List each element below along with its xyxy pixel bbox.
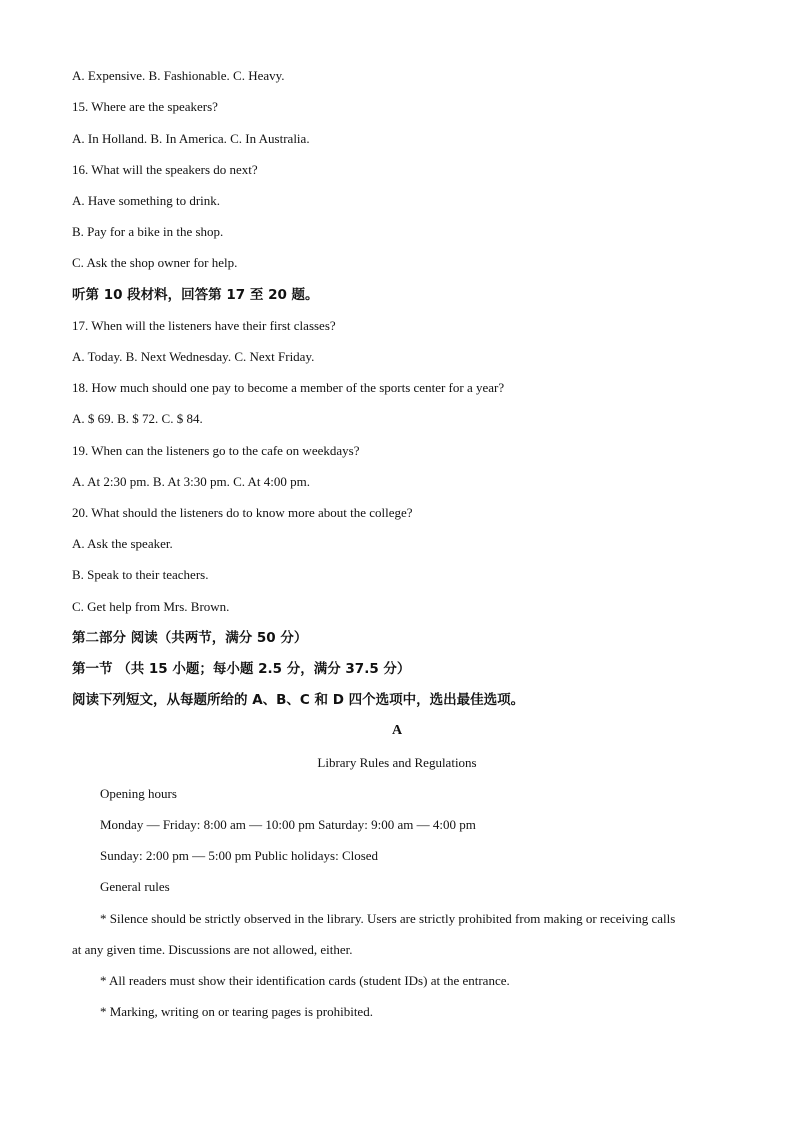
q20-option-b: B. Speak to their teachers. — [72, 567, 209, 582]
weekday-hours: Monday — Friday: 8:00 am — 10:00 pm Saturday: 9:00 am — 4:00 pm — [100, 817, 476, 832]
q18-question: 18. How much should one pay to become a member of the sports center for a year? — [72, 380, 505, 395]
q17-question: 17. When will the listeners have their first classes? — [72, 318, 336, 333]
passage-title: Library Rules and Regulations — [317, 755, 477, 770]
q19-question: 19. When can the listeners go to the cafe on weekdays? — [72, 443, 360, 458]
part-two-heading: 第二部分 阅读（共两节，满分 50 分） — [72, 630, 308, 646]
q16-option-a: A. Have something to drink. — [72, 193, 221, 208]
weekend-hours: Sunday: 2:00 pm — 5:00 pm Public holidays: Closed — [100, 848, 379, 863]
q16-option-c: C. Ask the shop owner for help. — [72, 255, 238, 270]
general-rules-heading: General rules — [100, 879, 170, 894]
q20-option-c: C. Get help from Mrs. Brown. — [72, 599, 230, 614]
q18-options: A. $ 69. B. $ 72. C. $ 84. — [72, 411, 203, 426]
rule-silence-continued: at any given time. Discussions are not allowed, either. — [72, 942, 353, 957]
passage-letter: A — [391, 723, 403, 738]
q15-options: A. In Holland. B. In America. C. In Australia. — [72, 131, 310, 146]
reading-instruction: 阅读下列短文，从每题所给的 A、B、C 和 D 四个选项中，选出最佳选项。 — [72, 692, 525, 708]
section-instruction-10: 听第 10 段材料，回答第 17 至 20 题。 — [72, 287, 319, 303]
q17-options: A. Today. B. Next Wednesday. C. Next Friday. — [72, 349, 315, 364]
q16-question: 16. What will the speakers do next? — [72, 162, 258, 177]
rule-silence: * Silence should be strictly observed in the library. Users are strictly prohibited from making or receiving calls — [100, 911, 676, 926]
rule-id-cards: * All readers must show their identification cards (student IDs) at the entrance. — [100, 973, 510, 988]
q15-question: 15. Where are the speakers? — [72, 99, 218, 114]
rule-marking: * Marking, writing on or tearing pages is prohibited. — [100, 1004, 373, 1019]
section-one-heading: 第一节 （共 15 小题；每小题 2.5 分，满分 37.5 分） — [72, 661, 411, 677]
q14-options: A. Expensive. B. Fashionable. C. Heavy. — [72, 68, 285, 83]
q16-option-b: B. Pay for a bike in the shop. — [72, 224, 224, 239]
q20-option-a: A. Ask the speaker. — [72, 536, 173, 551]
q20-question: 20. What should the listeners do to know more about the college? — [72, 505, 413, 520]
q19-options: A. At 2:30 pm. B. At 3:30 pm. C. At 4:00 pm. — [72, 474, 310, 489]
opening-hours-heading: Opening hours — [100, 786, 177, 801]
